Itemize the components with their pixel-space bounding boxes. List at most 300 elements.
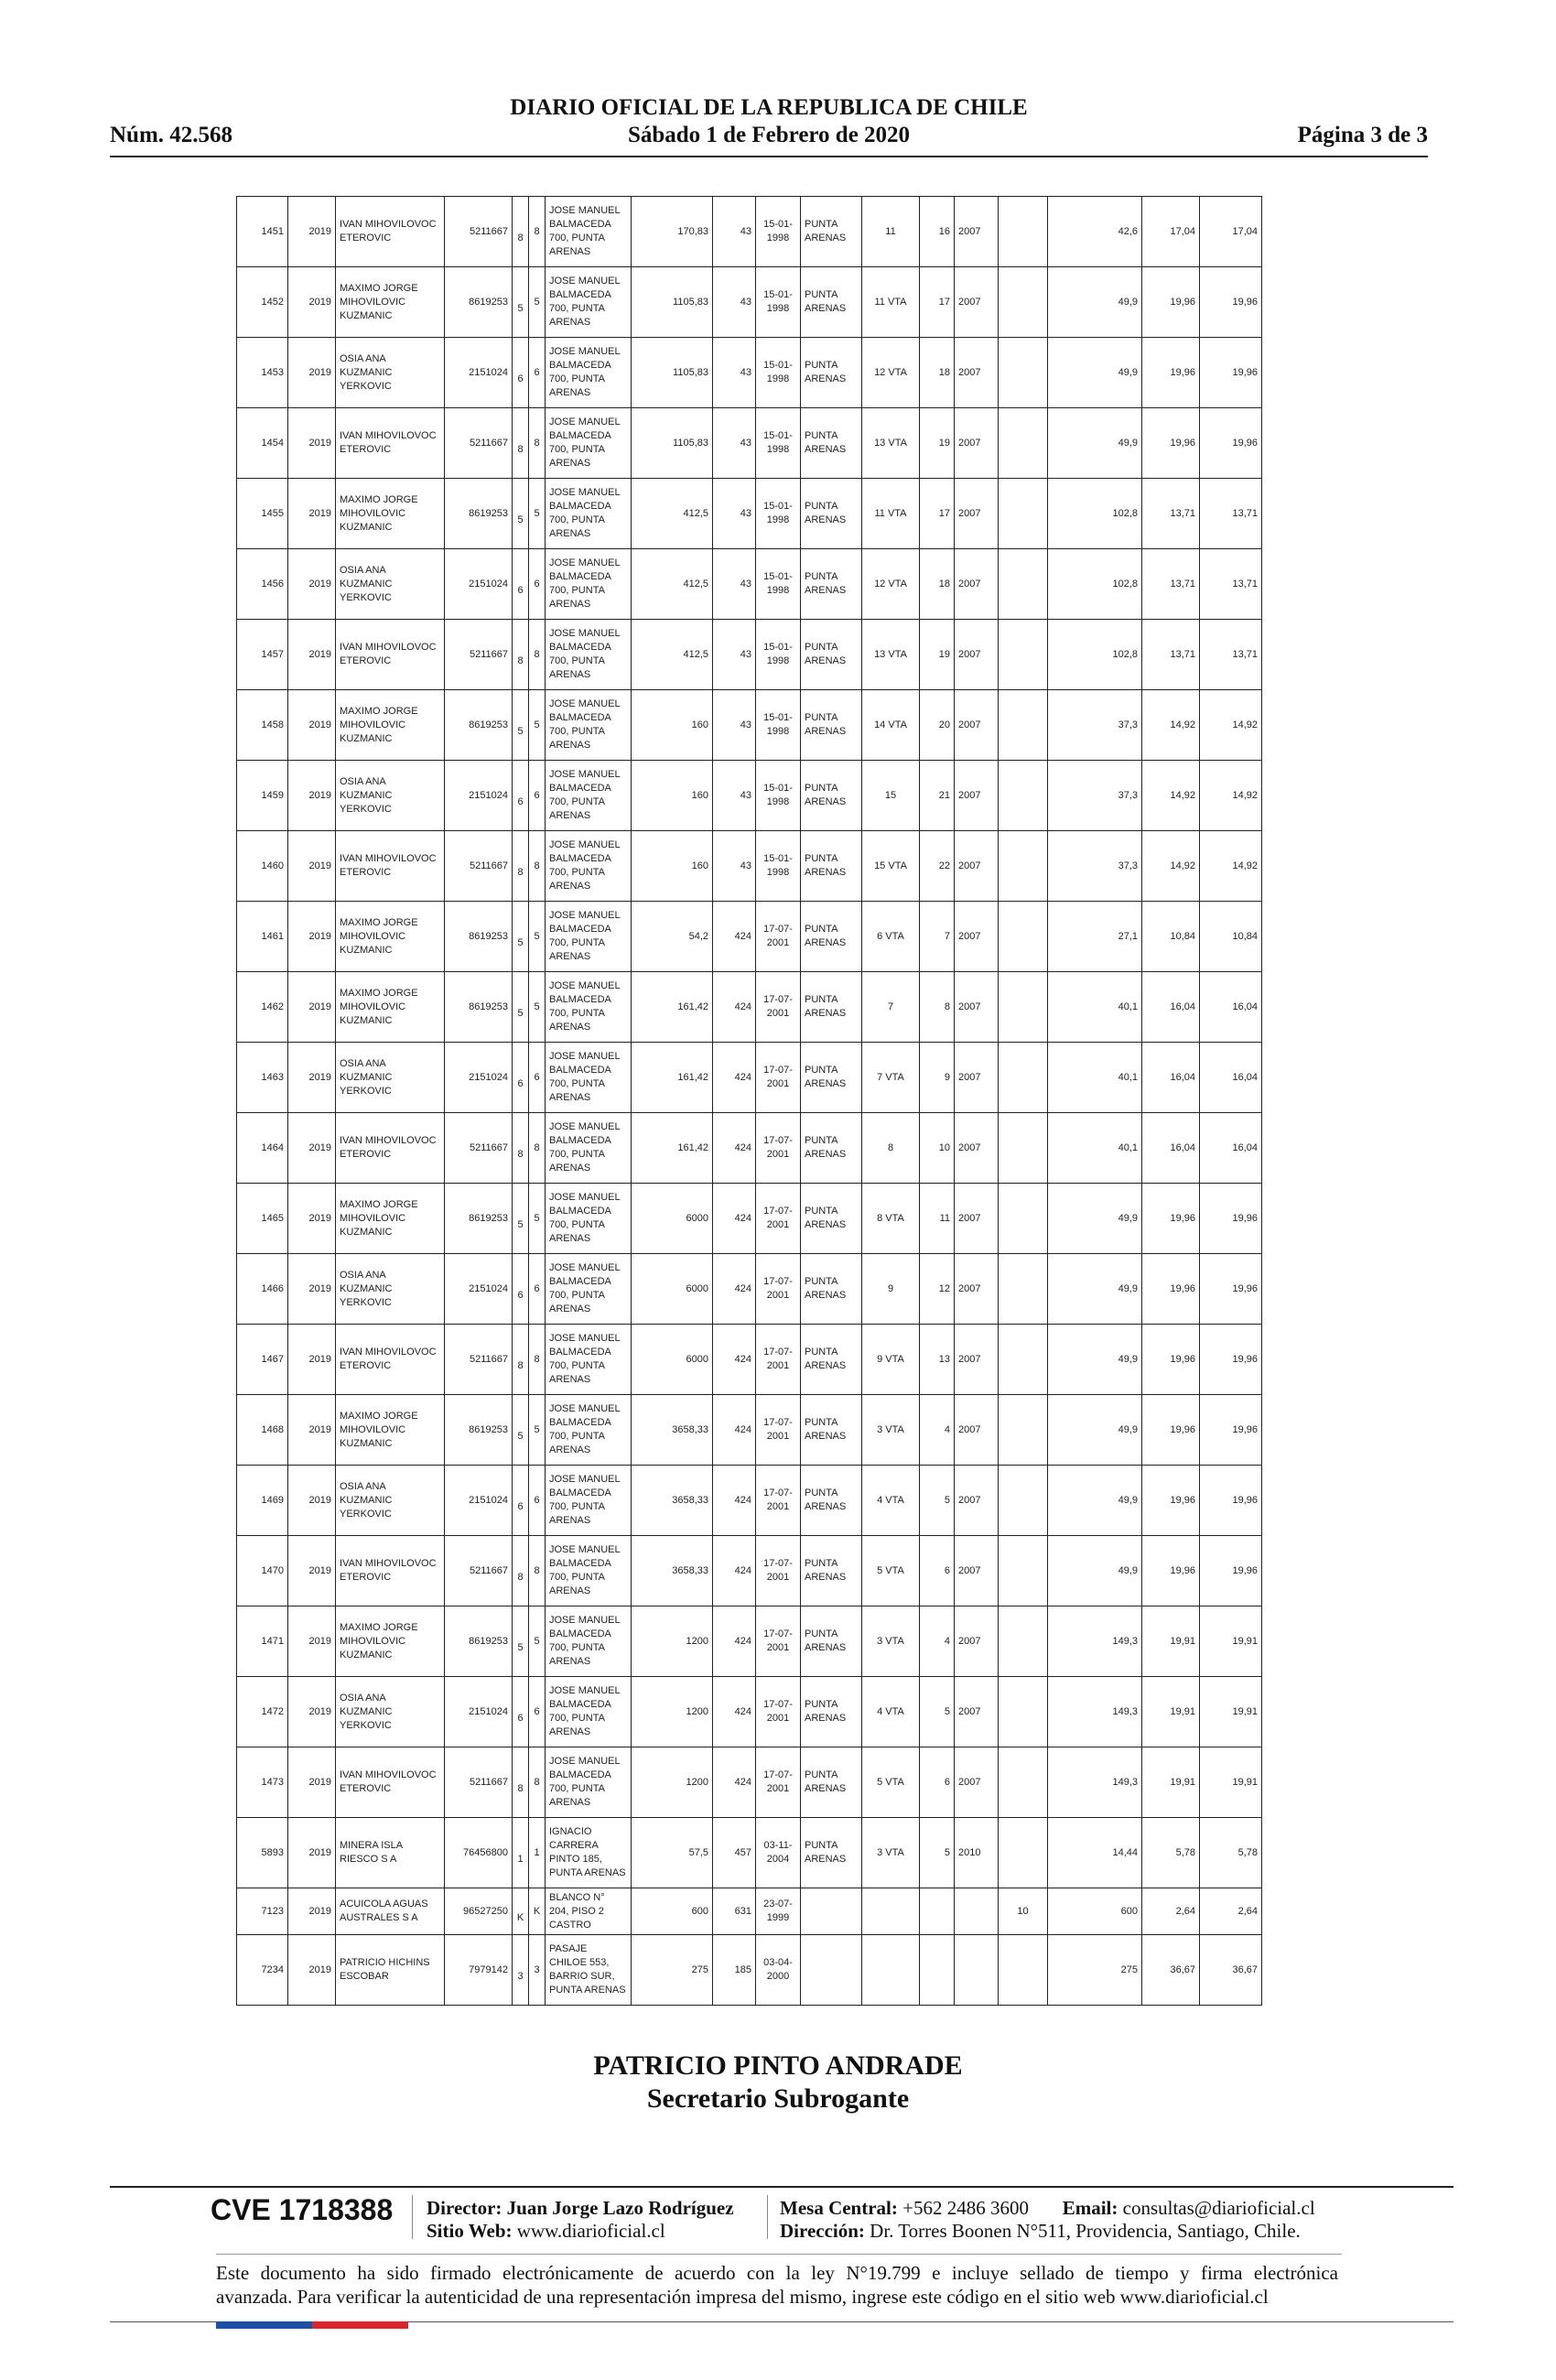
row-name: MAXIMO JORGE MIHOVILOVIC KUZMANIC: [336, 1606, 445, 1677]
row-registry-year: 2007: [955, 1184, 999, 1254]
check-digit-value: 3: [517, 1970, 524, 1982]
row-registry-year: 2007: [955, 408, 999, 479]
row-code: 424: [713, 1747, 756, 1818]
row-check-digit: [513, 1888, 529, 1935]
row-value-1: 49,9: [1048, 408, 1142, 479]
row-date: 23-07-1999: [756, 1888, 801, 1935]
row-check-digit-2: 8: [529, 1747, 546, 1818]
row-name: IVAN MIHOVILOVOC ETEROVIC: [336, 408, 445, 479]
row-rut: 5211667: [445, 197, 513, 267]
row-check-digit-2: 6: [529, 1254, 546, 1325]
row-extra: [999, 338, 1048, 408]
row-number: [920, 1935, 955, 2006]
row-registry-year: 2007: [955, 1466, 999, 1536]
row-code: 43: [713, 479, 756, 549]
row-foja: 9: [862, 1254, 920, 1325]
row-check-digit: [513, 690, 529, 761]
row-value-1: 27,1: [1048, 902, 1142, 972]
row-id: 1471: [237, 1606, 288, 1677]
row-value-3: 19,96: [1200, 1395, 1262, 1466]
row-year: 2019: [288, 1747, 336, 1818]
row-check-digit-2: 5: [529, 479, 546, 549]
row-value-3: 19,91: [1200, 1606, 1262, 1677]
row-name: MAXIMO JORGE MIHOVILOVIC KUZMANIC: [336, 1184, 445, 1254]
row-value-3: 13,71: [1200, 549, 1262, 620]
row-address: JOSE MANUEL BALMACEDA 700, PUNTA ARENAS: [546, 1325, 632, 1395]
row-year: 2019: [288, 479, 336, 549]
row-check-digit: [513, 1184, 529, 1254]
row-value-3: 14,92: [1200, 761, 1262, 831]
row-registry-year: 2007: [955, 831, 999, 902]
row-value-2: 10,84: [1142, 902, 1200, 972]
row-check-digit: [513, 1606, 529, 1677]
row-foja: 12 VTA: [862, 338, 920, 408]
row-address: JOSE MANUEL BALMACEDA 700, PUNTA ARENAS: [546, 549, 632, 620]
row-address: JOSE MANUEL BALMACEDA 700, PUNTA ARENAS: [546, 1184, 632, 1254]
table-row: [237, 1325, 1320, 1395]
website-link[interactable]: www.diarioficial.cl: [516, 2220, 665, 2242]
table-row: [237, 1818, 1320, 1888]
row-value-2: 19,96: [1142, 1466, 1200, 1536]
row-amount: 1200: [632, 1747, 713, 1818]
row-foja: 11 VTA: [862, 479, 920, 549]
table-row: [237, 408, 1320, 479]
row-code: 424: [713, 972, 756, 1043]
row-value-2: 19,96: [1142, 1325, 1200, 1395]
row-value-1: 14,44: [1048, 1818, 1142, 1888]
row-extra: [999, 197, 1048, 267]
row-extra: [999, 1536, 1048, 1606]
row-id: 1456: [237, 549, 288, 620]
row-city: PUNTA ARENAS: [801, 1818, 862, 1888]
row-code: 43: [713, 831, 756, 902]
table-row: [237, 1113, 1320, 1184]
legal-notice-line-1: Este documento ha sido firmado electrónicamente de acuerdo con la ley N°19.799 e incluye sellado de tiempo y firma electrónica: [216, 2262, 1338, 2284]
row-value-3: 10,84: [1200, 902, 1262, 972]
row-extra: [999, 972, 1048, 1043]
row-number: 17: [920, 267, 955, 338]
table-row: [237, 479, 1320, 549]
row-year: 2019: [288, 1113, 336, 1184]
row-year: 2019: [288, 408, 336, 479]
row-name: OSIA ANA KUZMANIC YERKOVIC: [336, 549, 445, 620]
check-digit-value: 5: [517, 725, 524, 737]
row-value-3: 19,96: [1200, 408, 1262, 479]
row-value-2: 36,67: [1142, 1935, 1200, 2006]
row-name: OSIA ANA KUZMANIC YERKOVIC: [336, 1043, 445, 1113]
row-city: PUNTA ARENAS: [801, 1536, 862, 1606]
row-amount: 6000: [632, 1184, 713, 1254]
row-registry-year: 2007: [955, 338, 999, 408]
row-check-digit: [513, 1818, 529, 1888]
row-check-digit: [513, 197, 529, 267]
row-address: JOSE MANUEL BALMACEDA 700, PUNTA ARENAS: [546, 620, 632, 690]
row-value-1: 149,3: [1048, 1606, 1142, 1677]
row-value-2: 19,96: [1142, 408, 1200, 479]
row-id: 1454: [237, 408, 288, 479]
row-date: 17-07-2001: [756, 902, 801, 972]
row-date: 17-07-2001: [756, 1254, 801, 1325]
row-name: IVAN MIHOVILOVOC ETEROVIC: [336, 1325, 445, 1395]
row-number: 6: [920, 1536, 955, 1606]
row-check-digit-2: 6: [529, 1677, 546, 1747]
row-extra: [999, 1466, 1048, 1536]
row-check-digit: [513, 1466, 529, 1536]
row-date: 17-07-2001: [756, 1606, 801, 1677]
row-check-digit: [513, 1677, 529, 1747]
publication-title: DIARIO OFICIAL DE LA REPUBLICA DE CHILE: [510, 95, 1028, 120]
row-date: 15-01-1998: [756, 549, 801, 620]
row-check-digit-2: 5: [529, 690, 546, 761]
check-digit-value: 5: [517, 1218, 524, 1230]
check-digit-value: 5: [517, 1641, 524, 1653]
row-check-digit-2: 8: [529, 197, 546, 267]
row-id: 1455: [237, 479, 288, 549]
row-amount: 3658,33: [632, 1536, 713, 1606]
row-rut: 5211667: [445, 1536, 513, 1606]
row-id: 5893: [237, 1818, 288, 1888]
footer-separator: [412, 2195, 413, 2239]
row-foja: 4 VTA: [862, 1677, 920, 1747]
row-registry-year: [955, 1935, 999, 2006]
check-digit-value: 5: [517, 1430, 524, 1442]
row-foja: 13 VTA: [862, 408, 920, 479]
row-city: PUNTA ARENAS: [801, 1254, 862, 1325]
row-number: 17: [920, 479, 955, 549]
check-digit-value: 6: [517, 1712, 524, 1724]
row-extra: [999, 690, 1048, 761]
row-value-2: 13,71: [1142, 479, 1200, 549]
row-date: 17-07-2001: [756, 1043, 801, 1113]
row-value-3: 19,96: [1200, 1325, 1262, 1395]
row-address: JOSE MANUEL BALMACEDA 700, PUNTA ARENAS: [546, 267, 632, 338]
row-check-digit-2: 8: [529, 408, 546, 479]
row-amount: 54,2: [632, 902, 713, 972]
row-city: PUNTA ARENAS: [801, 761, 862, 831]
row-extra: [999, 1935, 1048, 2006]
row-city: PUNTA ARENAS: [801, 1747, 862, 1818]
row-check-digit: [513, 1325, 529, 1395]
row-extra: [999, 1395, 1048, 1466]
row-value-2: 19,91: [1142, 1747, 1200, 1818]
row-value-1: 42,6: [1048, 197, 1142, 267]
row-date: 15-01-1998: [756, 620, 801, 690]
row-code: 185: [713, 1935, 756, 2006]
signature-block: [0, 2050, 1556, 2115]
website-label: Sitio Web:: [427, 2220, 513, 2242]
row-amount: 412,5: [632, 479, 713, 549]
row-amount: 161,42: [632, 1043, 713, 1113]
row-amount: 1105,83: [632, 408, 713, 479]
row-registry-year: 2007: [955, 1677, 999, 1747]
row-name: MINERA ISLA RIESCO S A: [336, 1818, 445, 1888]
row-date: 17-07-2001: [756, 1747, 801, 1818]
row-check-digit-2: 5: [529, 1606, 546, 1677]
row-amount: 1105,83: [632, 267, 713, 338]
row-date: 15-01-1998: [756, 831, 801, 902]
row-check-digit-2: 6: [529, 1043, 546, 1113]
row-value-2: 19,96: [1142, 1254, 1200, 1325]
table-row: [237, 1043, 1320, 1113]
row-rut: 8619253: [445, 1395, 513, 1466]
row-amount: 161,42: [632, 1113, 713, 1184]
row-value-3: 19,96: [1200, 1536, 1262, 1606]
row-foja: 8: [862, 1113, 920, 1184]
row-value-2: 19,96: [1142, 1184, 1200, 1254]
row-address: BLANCO N° 204, PISO 2 CASTRO: [546, 1888, 632, 1935]
row-city: PUNTA ARENAS: [801, 831, 862, 902]
row-foja: 7: [862, 972, 920, 1043]
row-code: 424: [713, 1254, 756, 1325]
row-value-1: 49,9: [1048, 1466, 1142, 1536]
row-number: 13: [920, 1325, 955, 1395]
row-value-1: 49,9: [1048, 338, 1142, 408]
row-check-digit-2: 8: [529, 1113, 546, 1184]
row-date: 17-07-2001: [756, 1325, 801, 1395]
row-code: 43: [713, 620, 756, 690]
row-address: JOSE MANUEL BALMACEDA 700, PUNTA ARENAS: [546, 197, 632, 267]
row-foja: 6 VTA: [862, 902, 920, 972]
row-amount: 412,5: [632, 549, 713, 620]
row-value-2: 2,64: [1142, 1888, 1200, 1935]
email-label: Email:: [1062, 2197, 1118, 2219]
row-year: 2019: [288, 761, 336, 831]
row-check-digit: [513, 1395, 529, 1466]
row-id: 7234: [237, 1935, 288, 2006]
row-name: IVAN MIHOVILOVOC ETEROVIC: [336, 1747, 445, 1818]
row-date: 17-07-2001: [756, 1466, 801, 1536]
row-registry-year: 2007: [955, 479, 999, 549]
check-digit-value: 6: [517, 373, 524, 384]
row-address: JOSE MANUEL BALMACEDA 700, PUNTA ARENAS: [546, 1606, 632, 1677]
check-digit-value: 8: [517, 1571, 524, 1583]
row-foja: [862, 1888, 920, 1935]
footer-top-rule: [110, 2186, 1453, 2188]
row-name: MAXIMO JORGE MIHOVILOVIC KUZMANIC: [336, 902, 445, 972]
row-city: PUNTA ARENAS: [801, 620, 862, 690]
check-digit-value: 8: [517, 1359, 524, 1371]
row-code: 631: [713, 1888, 756, 1935]
row-name: IVAN MIHOVILOVOC ETEROVIC: [336, 1113, 445, 1184]
row-value-1: 49,9: [1048, 1254, 1142, 1325]
row-year: 2019: [288, 1184, 336, 1254]
row-value-1: 40,1: [1048, 1113, 1142, 1184]
row-check-digit: [513, 761, 529, 831]
row-number: 18: [920, 549, 955, 620]
row-extra: [999, 1325, 1048, 1395]
row-id: 1472: [237, 1677, 288, 1747]
row-id: 1460: [237, 831, 288, 902]
row-value-2: 5,78: [1142, 1818, 1200, 1888]
row-city: PUNTA ARENAS: [801, 1113, 862, 1184]
row-rut: 76456800: [445, 1818, 513, 1888]
row-year: 2019: [288, 1536, 336, 1606]
director-label: Director:: [427, 2197, 502, 2219]
row-number: 19: [920, 620, 955, 690]
row-address: JOSE MANUEL BALMACEDA 700, PUNTA ARENAS: [546, 1747, 632, 1818]
row-year: 2019: [288, 549, 336, 620]
page-number: Página 3 de 3: [1297, 123, 1428, 147]
flag-red-segment: [312, 2321, 408, 2329]
row-foja: 11 VTA: [862, 267, 920, 338]
row-name: IVAN MIHOVILOVOC ETEROVIC: [336, 831, 445, 902]
row-value-1: 40,1: [1048, 972, 1142, 1043]
row-extra: [999, 831, 1048, 902]
row-address: JOSE MANUEL BALMACEDA 700, PUNTA ARENAS: [546, 831, 632, 902]
row-rut: 8619253: [445, 690, 513, 761]
row-id: 1453: [237, 338, 288, 408]
contact-info: [780, 2197, 1315, 2243]
row-rut: 2151024: [445, 1254, 513, 1325]
row-value-3: 13,71: [1200, 479, 1262, 549]
row-number: 4: [920, 1606, 955, 1677]
row-extra: [999, 1747, 1048, 1818]
row-code: 424: [713, 1395, 756, 1466]
row-rut: 2151024: [445, 338, 513, 408]
row-address: JOSE MANUEL BALMACEDA 700, PUNTA ARENAS: [546, 902, 632, 972]
row-rut: 5211667: [445, 1113, 513, 1184]
table-row: [237, 1466, 1320, 1536]
row-number: 22: [920, 831, 955, 902]
row-year: 2019: [288, 1325, 336, 1395]
page-header: [110, 92, 1428, 157]
row-city: PUNTA ARENAS: [801, 1395, 862, 1466]
row-address: IGNACIO CARRERA PINTO 185, PUNTA ARENAS: [546, 1818, 632, 1888]
row-check-digit: [513, 1536, 529, 1606]
row-address: JOSE MANUEL BALMACEDA 700, PUNTA ARENAS: [546, 1536, 632, 1606]
row-value-1: 102,8: [1048, 479, 1142, 549]
row-number: 5: [920, 1677, 955, 1747]
table-row: [237, 761, 1320, 831]
row-registry-year: 2007: [955, 1254, 999, 1325]
row-registry-year: 2007: [955, 620, 999, 690]
row-value-3: 5,78: [1200, 1818, 1262, 1888]
table-row: [237, 1747, 1320, 1818]
row-foja: 3 VTA: [862, 1395, 920, 1466]
row-code: 43: [713, 267, 756, 338]
row-check-digit: [513, 1254, 529, 1325]
row-address: JOSE MANUEL BALMACEDA 700, PUNTA ARENAS: [546, 690, 632, 761]
row-value-1: 149,3: [1048, 1747, 1142, 1818]
row-value-3: 2,64: [1200, 1888, 1262, 1935]
check-digit-value: 8: [517, 1782, 524, 1794]
row-value-2: 13,71: [1142, 549, 1200, 620]
row-extra: [999, 267, 1048, 338]
row-id: 1464: [237, 1113, 288, 1184]
issue-number: Núm. 42.568: [110, 123, 233, 147]
row-city: PUNTA ARENAS: [801, 1466, 862, 1536]
row-date: 17-07-2001: [756, 972, 801, 1043]
row-extra: [999, 1113, 1048, 1184]
row-extra: [999, 479, 1048, 549]
row-value-3: 16,04: [1200, 972, 1262, 1043]
row-id: 1457: [237, 620, 288, 690]
row-city: PUNTA ARENAS: [801, 972, 862, 1043]
row-rut: 8619253: [445, 972, 513, 1043]
row-check-digit: [513, 1113, 529, 1184]
table-row: [237, 197, 1320, 267]
row-year: 2019: [288, 620, 336, 690]
row-address: JOSE MANUEL BALMACEDA 700, PUNTA ARENAS: [546, 338, 632, 408]
row-id: 1465: [237, 1184, 288, 1254]
check-digit-value: 6: [517, 1077, 524, 1089]
row-number: 18: [920, 338, 955, 408]
row-check-digit: [513, 338, 529, 408]
row-extra: [999, 549, 1048, 620]
row-registry-year: [955, 1888, 999, 1935]
row-value-1: 102,8: [1048, 620, 1142, 690]
row-number: 6: [920, 1747, 955, 1818]
signatory-name: PATRICIO PINTO ANDRADE: [593, 2050, 963, 2081]
table-row: [237, 1606, 1320, 1677]
row-city: PUNTA ARENAS: [801, 690, 862, 761]
row-city: [801, 1935, 862, 2006]
row-check-digit: [513, 620, 529, 690]
row-name: MAXIMO JORGE MIHOVILOVIC KUZMANIC: [336, 267, 445, 338]
row-registry-year: 2007: [955, 549, 999, 620]
row-code: 424: [713, 1113, 756, 1184]
row-date: 15-01-1998: [756, 479, 801, 549]
row-date: 17-07-2001: [756, 1113, 801, 1184]
footer-thin-rule: [216, 2254, 1342, 2255]
row-id: 1451: [237, 197, 288, 267]
check-digit-value: 5: [517, 936, 524, 948]
row-address: JOSE MANUEL BALMACEDA 700, PUNTA ARENAS: [546, 1466, 632, 1536]
email-link[interactable]: consultas@diarioficial.cl: [1122, 2197, 1315, 2219]
row-year: 2019: [288, 690, 336, 761]
check-digit-value: 5: [517, 1007, 524, 1019]
row-extra: [999, 1043, 1048, 1113]
row-name: OSIA ANA KUZMANIC YERKOVIC: [336, 1254, 445, 1325]
row-rut: 8619253: [445, 479, 513, 549]
row-check-digit: [513, 549, 529, 620]
row-number: 20: [920, 690, 955, 761]
row-rut: 2151024: [445, 761, 513, 831]
row-address: PASAJE CHILOE 553, BARRIO SUR, PUNTA ARENAS: [546, 1935, 632, 2006]
row-amount: 161,42: [632, 972, 713, 1043]
row-code: 43: [713, 690, 756, 761]
row-code: 424: [713, 1606, 756, 1677]
row-address: JOSE MANUEL BALMACEDA 700, PUNTA ARENAS: [546, 1254, 632, 1325]
row-address: JOSE MANUEL BALMACEDA 700, PUNTA ARENAS: [546, 408, 632, 479]
row-name: MAXIMO JORGE MIHOVILOVIC KUZMANIC: [336, 972, 445, 1043]
table-row: [237, 1395, 1320, 1466]
row-check-digit: [513, 831, 529, 902]
row-year: 2019: [288, 1466, 336, 1536]
row-amount: 6000: [632, 1325, 713, 1395]
row-value-1: 37,3: [1048, 690, 1142, 761]
row-check-digit-2: 5: [529, 972, 546, 1043]
row-foja: 7 VTA: [862, 1043, 920, 1113]
row-address: JOSE MANUEL BALMACEDA 700, PUNTA ARENAS: [546, 479, 632, 549]
row-address: JOSE MANUEL BALMACEDA 700, PUNTA ARENAS: [546, 1113, 632, 1184]
table-row: [237, 1935, 1320, 2006]
row-value-2: 19,96: [1142, 1536, 1200, 1606]
row-amount: 3658,33: [632, 1466, 713, 1536]
row-value-1: 49,9: [1048, 1325, 1142, 1395]
signatory-role: Secretario Subrogante: [646, 2083, 910, 2114]
row-amount: 275: [632, 1935, 713, 2006]
row-date: 03-04-2000: [756, 1935, 801, 2006]
row-id: 1466: [237, 1254, 288, 1325]
row-name: IVAN MIHOVILOVOC ETEROVIC: [336, 1536, 445, 1606]
row-rut: 7979142: [445, 1935, 513, 2006]
row-extra: [999, 1606, 1048, 1677]
row-check-digit: [513, 972, 529, 1043]
row-registry-year: 2007: [955, 1113, 999, 1184]
check-digit-value: 8: [517, 1148, 524, 1160]
row-foja: 14 VTA: [862, 690, 920, 761]
